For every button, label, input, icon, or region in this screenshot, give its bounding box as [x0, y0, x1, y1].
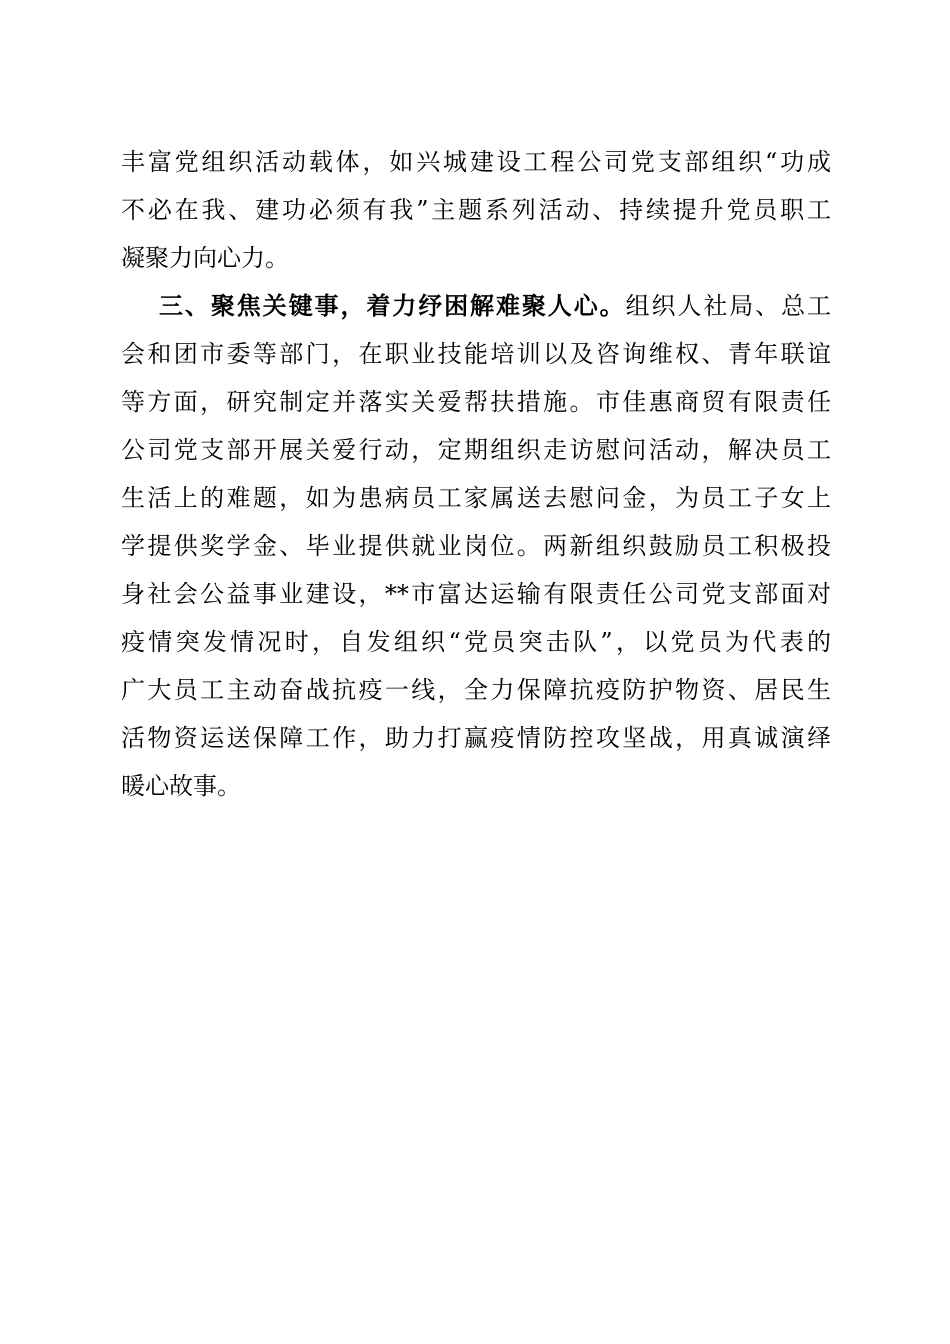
paragraph-line: 公司党支部开展关爱行动，定期组织走访慰问活动，解决员工 [121, 436, 831, 464]
paragraph-line: 生活上的难题，如为患病员工家属送去慰问金，为员工子女上 [121, 484, 831, 512]
paragraph-1 [121, 138, 831, 282]
paragraph-line: 活物资运送保障工作，助力打赢疫情防控攻坚战，用真诚演绎 [121, 724, 831, 752]
paragraph-2 [121, 282, 831, 810]
paragraph-line: 不必在我、建功必须有我”主题系列活动、持续提升党员职工 [121, 196, 831, 224]
paragraph-line: 疫情突发情况时，自发组织“党员突击队”，以党员为代表的 [121, 628, 831, 656]
paragraph-line: 会和团市委等部门，在职业技能培训以及咨询维权、青年联谊 [121, 340, 831, 368]
paragraph-line: 等方面，研究制定并落实关爱帮扶措施。市佳惠商贸有限责任 [121, 388, 831, 416]
paragraph-line: 学提供奖学金、毕业提供就业岗位。两新组织鼓励员工积极投 [121, 532, 831, 560]
section-heading: 三、聚焦关键事，着力纾困解难聚人心。 [159, 291, 626, 320]
paragraph-line: 凝聚力向心力。 [121, 244, 289, 272]
paragraph-line: 广大员工主动奋战抗疫一线，全力保障抗疫防护物资、居民生 [121, 676, 831, 704]
paragraph-text: 组织人社局、总工 [625, 292, 832, 320]
paragraph-line: 暖心故事。 [121, 772, 241, 800]
document-body [121, 138, 831, 810]
paragraph-first-line [121, 282, 831, 330]
paragraph-line: 身社会公益事业建设，**市富达运输有限责任公司党支部面对 [121, 580, 831, 608]
paragraph-line: 丰富党组织活动载体，如兴城建设工程公司党支部组织“功成 [121, 148, 831, 176]
